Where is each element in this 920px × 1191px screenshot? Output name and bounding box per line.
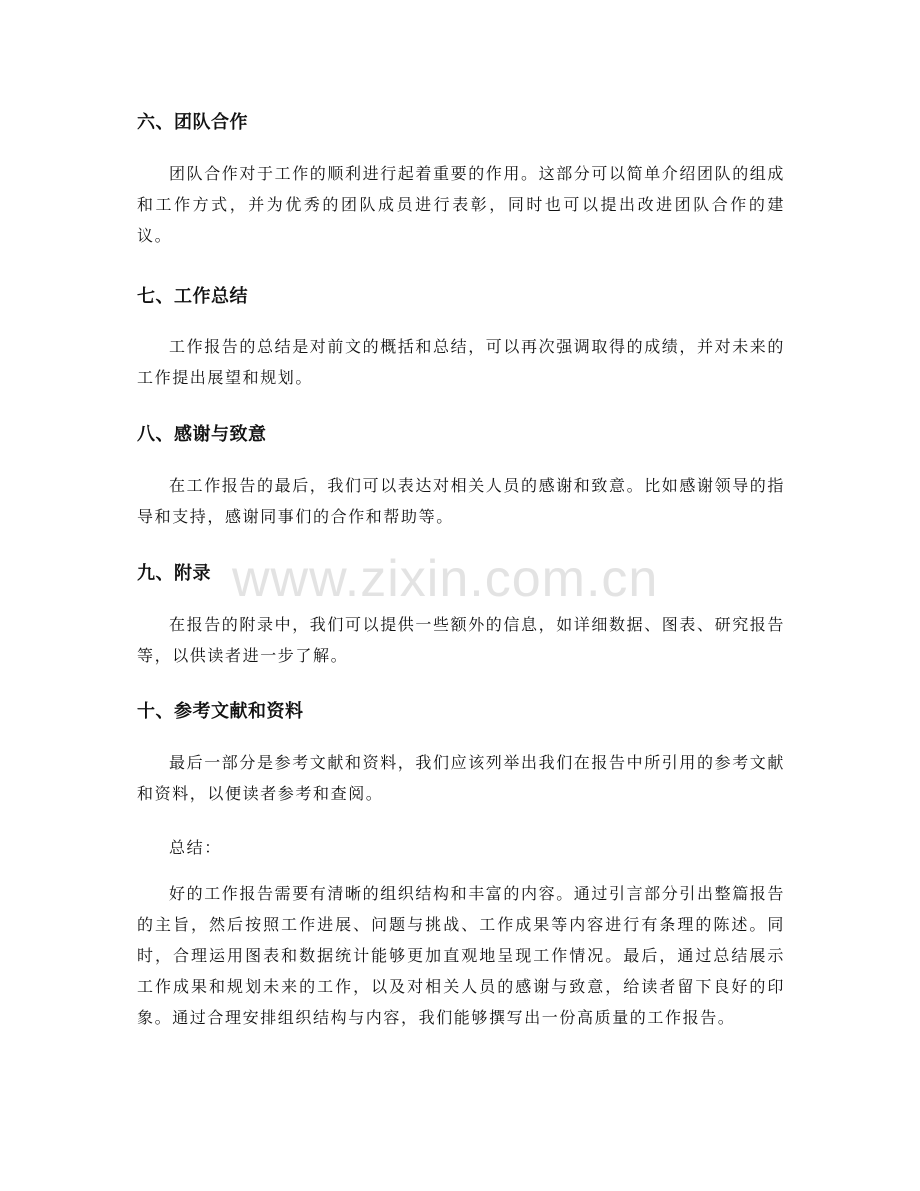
section-heading-thanks: 八、感谢与致意 [137, 424, 267, 445]
section-paragraph-references: 最后一部分是参考文献和资料，我们应该列举出我们在报告中所引用的参考文献和资料，以便读者参考和查阅。 [137, 753, 786, 803]
section-heading-appendix: 九、附录 [137, 563, 211, 584]
section-paragraph-team-cooperation: 团队合作对于工作的顺利进行起着重要的作用。这部分可以简单介绍团队的组成和工作方式，并为优秀的团队成员进行表彰，同时也可以提出改进团队合作的建议。 [137, 164, 786, 245]
summary-label: 总结： [169, 838, 222, 857]
section-heading-references: 十、参考文献和资料 [137, 701, 304, 722]
section-paragraph-appendix: 在报告的附录中，我们可以提供一些额外的信息，如详细数据、图表、研究报告等，以供读者进一步了解。 [137, 615, 786, 665]
summary-paragraph: 好的工作报告需要有清晰的组织结构和丰富的内容。通过引言部分引出整篇报告的主旨，然后按照工作进展、问题与挑战、工作成果等内容进行有条理的陈述。同时，合理运用图表和数据统计能够更加直观地呈现工作情况。最后，通过总结展示工作成果和规划未来的工作，以及对相关人员的感谢与致意，给读者留下良好的印象。通过合理安排组织结构与内容，我们能够撰写出一份高质量的工作报告。 [137, 884, 786, 1027]
watermark: www.zixin.com.cn [232, 550, 659, 608]
section-paragraph-work-summary: 工作报告的总结是对前文的概括和总结，可以再次强调取得的成绩，并对未来的工作提出展望和规划。 [137, 337, 786, 387]
section-heading-team-cooperation: 六、团队合作 [137, 112, 248, 133]
section-paragraph-thanks: 在工作报告的最后，我们可以表达对相关人员的感谢和致意。比如感谢领导的指导和支持，感谢同事们的合作和帮助等。 [137, 476, 786, 526]
section-heading-work-summary: 七、工作总结 [137, 286, 248, 307]
